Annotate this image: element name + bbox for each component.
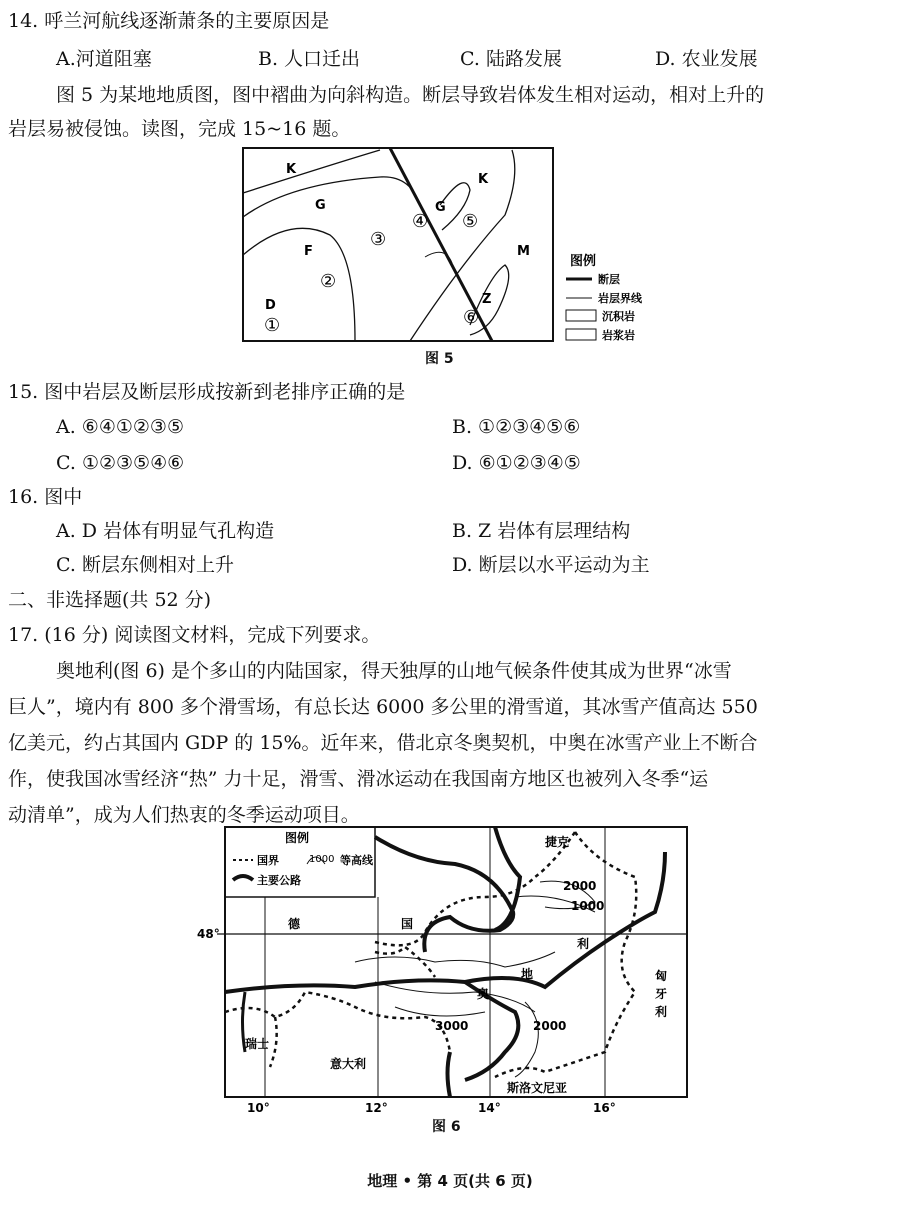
fig5-label-m: M bbox=[517, 244, 530, 259]
fig6-legend-border: 国界 bbox=[257, 854, 279, 867]
q14-option-d: D. 农业发展 bbox=[655, 48, 758, 70]
fig6-label-li: 利 bbox=[577, 937, 590, 951]
fig5-legend-fault: 断层 bbox=[598, 273, 620, 286]
q17-stem: 17. (16 分) 阅读图文材料，完成下列要求。 bbox=[8, 624, 381, 646]
q17-para-line2: 巨人”，境内有 800 多个滑雪场，有总长达 6000 多公里的滑雪道，其冰雪产值高达 550 bbox=[8, 696, 758, 718]
fig5-label-g2: G bbox=[435, 200, 446, 215]
fig6-lon-14: 14° bbox=[478, 1101, 501, 1115]
fig5-marker-3: ③ bbox=[370, 229, 387, 250]
fig5-legend-boundary: 岩层界线 bbox=[598, 292, 642, 305]
figure-5-geologic-map bbox=[230, 145, 650, 370]
fig6-lon-16: 16° bbox=[593, 1101, 616, 1115]
q16-option-d: D. 断层以水平运动为主 bbox=[452, 554, 650, 576]
q17-para-line5: 动清单”，成为人们热衷的冬季运动项目。 bbox=[8, 804, 360, 826]
q17-para-line4: 作，使我国冰雪经济“热” 力十足，滑雪、滑冰运动在我国南方地区也被列入冬季“运 bbox=[8, 768, 709, 790]
fig6-label-italy: 意大利 bbox=[330, 1057, 367, 1071]
fig6-legend-road: 主要公路 bbox=[257, 874, 301, 887]
fig6-label-contour-1000: 1000 bbox=[571, 899, 605, 913]
fig6-label-de: 德 bbox=[288, 917, 301, 931]
q14-option-c: C. 陆路发展 bbox=[460, 48, 562, 70]
section-2-title: 二、非选择题(共 52 分) bbox=[8, 589, 212, 611]
q17-para-line1: 奥地利(图 6) 是个多山的内陆国家，得天独厚的山地气候条件使其成为世界“冰雪 bbox=[56, 660, 732, 682]
q15-option-b: B. ①②③④⑤⑥ bbox=[452, 416, 581, 438]
fig6-label-contour-3000: 3000 bbox=[435, 1019, 469, 1033]
fig5-marker-6: ⑥ bbox=[463, 307, 480, 328]
fig5-label-d: D bbox=[265, 298, 276, 313]
fig6-frame bbox=[225, 827, 687, 1097]
fig5-label-k1: K bbox=[286, 162, 297, 177]
fig5-marker-5: ⑤ bbox=[462, 211, 479, 232]
fig6-legend-contour-value: 1000 bbox=[309, 854, 335, 865]
fig6-label-slovenia: 斯洛文尼亚 bbox=[507, 1081, 568, 1095]
fig5-label-z: Z bbox=[482, 292, 492, 307]
fig6-legend-contour: 等高线 bbox=[340, 854, 373, 867]
fig6-label-li2: 利 bbox=[655, 1005, 668, 1019]
fig6-label-ya: 牙 bbox=[655, 987, 668, 1001]
fig6-label-contour-2000b: 2000 bbox=[533, 1019, 567, 1033]
fig5-marker-4: ④ bbox=[412, 211, 429, 232]
fig6-legend-title: 图例 bbox=[285, 831, 310, 845]
q16-stem: 16. 图中 bbox=[8, 486, 83, 508]
figure-5-caption: 图 5 bbox=[425, 351, 454, 367]
q15-stem: 15. 图中岩层及断层形成按新到老排序正确的是 bbox=[8, 381, 406, 403]
fig6-label-swiss: 瑞士 bbox=[245, 1037, 270, 1051]
fig5-legend-title: 图例 bbox=[570, 254, 597, 269]
fig5-marker-2: ② bbox=[320, 271, 337, 292]
fig6-label-xiong: 匈 bbox=[655, 969, 668, 983]
fig6-lon-12: 12° bbox=[365, 1101, 388, 1115]
fig6-label-ao: 奥 bbox=[477, 987, 490, 1001]
fig5-marker-1: ① bbox=[264, 315, 281, 336]
fig5-label-f: F bbox=[304, 244, 313, 259]
fig5-legend-sedimentary: 沉积岩 bbox=[602, 310, 635, 323]
fig6-label-contour-2000a: 2000 bbox=[563, 879, 597, 893]
fig6-lat-48: 48° bbox=[197, 927, 220, 941]
q15-option-a: A. ⑥④①②③⑤ bbox=[56, 416, 184, 438]
figure-6-caption: 图 6 bbox=[432, 1119, 461, 1135]
q15-option-d: D. ⑥①②③④⑤ bbox=[452, 452, 581, 474]
fig6-label-guo: 国 bbox=[401, 917, 414, 931]
q14-stem: 14. 呼兰河航线逐渐萧条的主要原因是 bbox=[8, 10, 330, 32]
q16-option-b: B. Z 岩体有层理结构 bbox=[452, 520, 631, 542]
q14-option-b: B. 人口迁出 bbox=[258, 48, 361, 70]
fig6-label-di: 地 bbox=[521, 967, 534, 981]
q14-option-a: A.河道阻塞 bbox=[56, 48, 152, 70]
q17-para-line3: 亿美元，约占其国内 GDP 的 15%。近年来，借北京冬奥契机，中奥在冰雪产业上不断合 bbox=[8, 732, 758, 754]
q16-option-c: C. 断层东侧相对上升 bbox=[56, 554, 234, 576]
fig5-label-g1: G bbox=[315, 198, 326, 213]
intro5-line2: 岩层易被侵蚀。读图，完成 15~16 题。 bbox=[8, 118, 351, 140]
q16-option-a: A. D 岩体有明显气孔构造 bbox=[56, 520, 275, 542]
fig6-lon-10: 10° bbox=[247, 1101, 270, 1115]
fig5-label-k2: K bbox=[478, 172, 489, 187]
q15-option-c: C. ①②③⑤④⑥ bbox=[56, 452, 185, 474]
fig5-legend-magmatic: 岩浆岩 bbox=[602, 329, 635, 342]
fig6-label-czech: 捷克 bbox=[545, 835, 570, 849]
page-footer: 地理 • 第 4 页(共 6 页) bbox=[367, 1172, 533, 1190]
intro5-line1: 图 5 为某地地质图，图中褶曲为向斜构造。断层导致岩体发生相对运动，相对上升的 bbox=[56, 84, 765, 106]
figure-6-austria-map bbox=[195, 822, 695, 1122]
